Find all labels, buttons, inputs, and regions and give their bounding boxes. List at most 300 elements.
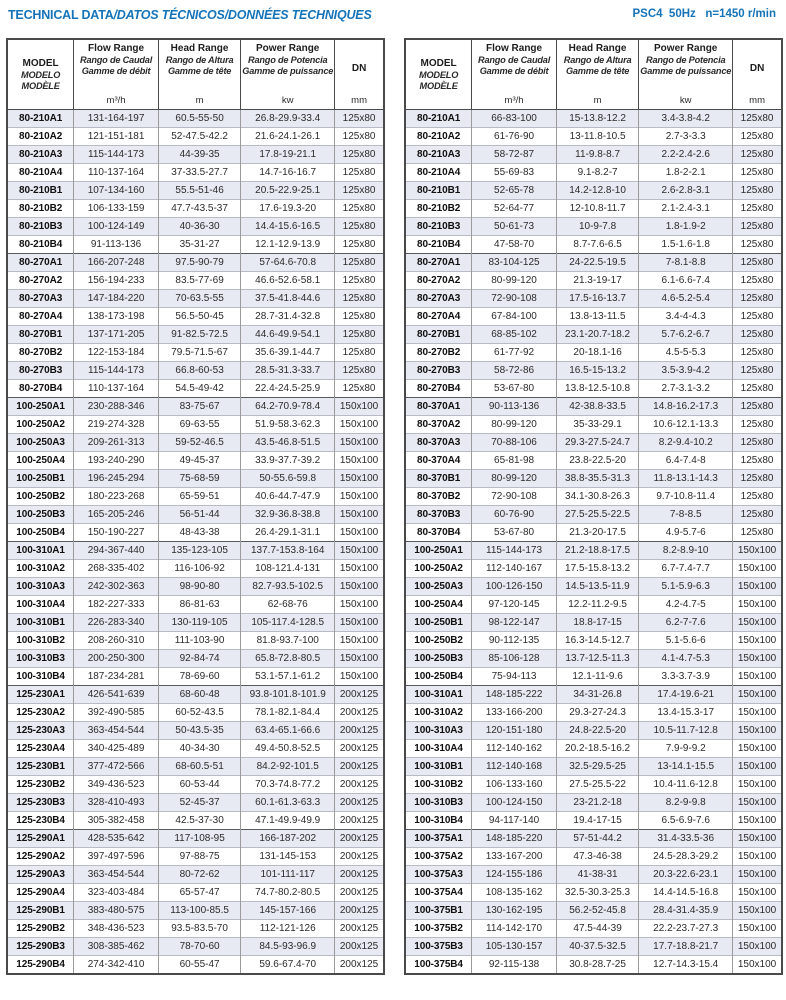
table-body (405, 109, 782, 974)
flow-cell: 112-140-167 (472, 559, 557, 577)
power-cell: 53.1-57.1-61.2 (241, 667, 335, 685)
table-row (405, 667, 782, 685)
table-row (7, 325, 384, 343)
power-cell: 6.2-7-7.6 (639, 613, 733, 631)
flow-cell: 397-497-596 (74, 847, 159, 865)
flow-cell: 138-173-198 (74, 307, 159, 325)
model-cell: 100-310A3 (7, 577, 74, 595)
power-cell: 13.4-15.3-17 (639, 703, 733, 721)
dn-cell: 125x80 (733, 487, 782, 505)
power-cell: 4.6-5.2-5.4 (639, 289, 733, 307)
power-cell: 6.1-6.6-7.4 (639, 271, 733, 289)
flow-cell: 114-142-170 (472, 919, 557, 937)
dn-cell: 200x125 (335, 811, 384, 829)
model-cell: 80-370A1 (405, 397, 472, 415)
table-row (7, 685, 384, 703)
model-cell: 100-250B4 (7, 523, 74, 541)
head-cell: 21.3-19-17 (556, 271, 638, 289)
dn-cell: 150x100 (335, 667, 384, 685)
flow-cell: 108-135-162 (472, 883, 557, 901)
flow-cell: 60-76-90 (472, 505, 557, 523)
model-cell: 80-210A4 (405, 163, 472, 181)
model-cell: 100-250A1 (7, 397, 74, 415)
table-row (405, 379, 782, 397)
head-cell: 23.1-20.7-18.2 (556, 325, 638, 343)
head-cell: 117-108-95 (158, 829, 240, 847)
head-cell: 23-21.2-18 (556, 793, 638, 811)
dn-cell: 150x100 (733, 919, 782, 937)
model-cell: 125-230A4 (7, 739, 74, 757)
model-cell: 125-230B4 (7, 811, 74, 829)
table-row (405, 451, 782, 469)
head-cell: 12.2-11.2-9.5 (556, 595, 638, 613)
table-row (7, 217, 384, 235)
power-cell: 43.5-46.8-51.5 (241, 433, 335, 451)
flow-cell: 98-122-147 (472, 613, 557, 631)
table-row (405, 793, 782, 811)
head-cell: 68-60.5-51 (158, 757, 240, 775)
table-row (405, 487, 782, 505)
table-row (405, 865, 782, 883)
dn-cell: 150x100 (335, 541, 384, 559)
dn-cell: 150x100 (733, 703, 782, 721)
power-cell: 9.7-10.8-11.4 (639, 487, 733, 505)
page-title (8, 8, 372, 22)
power-cell: 21.6-24.1-26.1 (241, 127, 335, 145)
table-row (7, 919, 384, 937)
flow-cell: 65-81-98 (472, 451, 557, 469)
head-cell: 75-68-59 (158, 469, 240, 487)
flow-cell: 115-144-173 (472, 541, 557, 559)
power-cell: 17.8-19-21.1 (241, 145, 335, 163)
flow-cell: 50-61-73 (472, 217, 557, 235)
table-row (405, 145, 782, 163)
power-cell: 28.4-31.4-35.9 (639, 901, 733, 919)
flow-cell: 124-155-186 (472, 865, 557, 883)
table-row (405, 559, 782, 577)
dn-cell: 150x100 (733, 901, 782, 919)
model-cell: 125-230A3 (7, 721, 74, 739)
power-cell: 112-121-126 (241, 919, 335, 937)
flow-cell: 85-106-128 (472, 649, 557, 667)
flow-cell: 68-85-102 (472, 325, 557, 343)
header-dn: DN (351, 62, 367, 74)
flow-cell: 107-134-160 (74, 181, 159, 199)
power-cell: 35.6-39.1-44.7 (241, 343, 335, 361)
model-cell: 80-370B2 (405, 487, 472, 505)
model-cell: 100-310B3 (7, 649, 74, 667)
power-cell: 28.7-31.4-32.8 (241, 307, 335, 325)
flow-cell: 53-67-80 (472, 379, 557, 397)
power-cell: 31.4-33.5-36 (639, 829, 733, 847)
dn-cell: 150x100 (335, 469, 384, 487)
model-cell: 80-210A2 (405, 127, 472, 145)
flow-cell: 80-99-120 (472, 271, 557, 289)
model-cell: 125-230A2 (7, 703, 74, 721)
table-row (7, 343, 384, 361)
table-row (7, 289, 384, 307)
head-cell: 40-37.5-32.5 (556, 937, 638, 955)
model-cell: 80-210B1 (405, 181, 472, 199)
dn-cell: 150x100 (733, 829, 782, 847)
head-cell: 42-38.8-33.5 (556, 397, 638, 415)
dn-cell: 125x80 (733, 505, 782, 523)
model-cell: 80-270B2 (405, 343, 472, 361)
unit-head: m (593, 94, 602, 106)
power-cell: 8.2-9.4-10.2 (639, 433, 733, 451)
table-row (7, 865, 384, 883)
column-header-dn (335, 39, 384, 109)
flow-cell: 72-90-108 (472, 487, 557, 505)
dn-cell: 150x100 (733, 721, 782, 739)
tables-container (0, 38, 786, 975)
flow-cell: 187-234-281 (74, 667, 159, 685)
column-header-flow (74, 39, 159, 109)
model-cell: 125-230A1 (7, 685, 74, 703)
dn-cell: 125x80 (733, 361, 782, 379)
model-cell: 100-250B2 (405, 631, 472, 649)
table-row (7, 415, 384, 433)
dn-cell: 200x125 (335, 793, 384, 811)
head-cell: 44-39-35 (158, 145, 240, 163)
model-cell: 80-370A3 (405, 433, 472, 451)
dn-cell: 125x80 (335, 325, 384, 343)
table-row (7, 361, 384, 379)
model-cell: 80-270A3 (7, 289, 74, 307)
power-cell: 28.5-31.3-33.7 (241, 361, 335, 379)
head-cell: 19.4-17-15 (556, 811, 638, 829)
flow-cell: 196-245-294 (74, 469, 159, 487)
model-cell: 100-250B3 (405, 649, 472, 667)
head-cell: 23.8-22.5-20 (556, 451, 638, 469)
dn-cell: 150x100 (733, 649, 782, 667)
model-cell: 80-370B1 (405, 469, 472, 487)
table-row (405, 217, 782, 235)
head-cell: 11-9.8-8.7 (556, 145, 638, 163)
power-cell: 78.1-82.1-84.4 (241, 703, 335, 721)
model-cell: 80-270A2 (7, 271, 74, 289)
power-cell: 12.1-12.9-13.9 (241, 235, 335, 253)
model-cell: 80-210B3 (7, 217, 74, 235)
head-cell: 47.3-46-38 (556, 847, 638, 865)
model-cell: 100-375A3 (405, 865, 472, 883)
power-cell: 145-157-166 (241, 901, 335, 919)
flow-cell: 66-83-100 (472, 109, 557, 127)
header-model-en: MODEL (420, 57, 457, 69)
dn-cell: 150x100 (733, 613, 782, 631)
power-cell: 5.1-5.6-6 (639, 631, 733, 649)
dn-cell: 150x100 (335, 433, 384, 451)
model-cell: 125-290A3 (7, 865, 74, 883)
dn-cell: 150x100 (335, 559, 384, 577)
header-power-en: Power Range (654, 43, 718, 54)
table-row (7, 757, 384, 775)
power-cell: 74.7-80.2-80.5 (241, 883, 335, 901)
table-row (405, 415, 782, 433)
power-cell: 24.5-28.3-29.2 (639, 847, 733, 865)
table-row (7, 235, 384, 253)
dn-cell: 150x100 (733, 541, 782, 559)
flow-cell: 200-250-300 (74, 649, 159, 667)
model-cell: 100-375A4 (405, 883, 472, 901)
head-cell: 30.8-28.7-25 (556, 955, 638, 974)
flow-cell: 305-382-458 (74, 811, 159, 829)
table-head (405, 39, 782, 109)
table-row (405, 109, 782, 127)
power-cell: 14.4-15.6-16.5 (241, 217, 335, 235)
flow-cell: 428-535-642 (74, 829, 159, 847)
table-row (405, 883, 782, 901)
flow-cell: 383-480-575 (74, 901, 159, 919)
dn-cell: 125x80 (733, 199, 782, 217)
dn-cell: 150x100 (733, 667, 782, 685)
table-body (7, 109, 384, 974)
dn-cell: 125x80 (733, 145, 782, 163)
model-cell: 80-210A2 (7, 127, 74, 145)
dn-cell: 125x80 (733, 235, 782, 253)
model-cell: 80-270A4 (405, 307, 472, 325)
power-cell: 40.6-44.7-47.9 (241, 487, 335, 505)
head-cell: 17.5-16-13.7 (556, 289, 638, 307)
dn-cell: 150x100 (733, 883, 782, 901)
power-cell: 14.8-16.2-17.3 (639, 397, 733, 415)
head-cell: 13-11.8-10.5 (556, 127, 638, 145)
power-cell: 17.7-18.8-21.7 (639, 937, 733, 955)
flow-cell: 363-454-544 (74, 721, 159, 739)
head-cell: 80-72-62 (158, 865, 240, 883)
flow-cell: 294-367-440 (74, 541, 159, 559)
dn-cell: 125x80 (335, 217, 384, 235)
model-cell: 125-230B1 (7, 757, 74, 775)
table-row (405, 703, 782, 721)
dn-cell: 125x80 (733, 181, 782, 199)
flow-cell: 148-185-222 (472, 685, 557, 703)
head-cell: 69-63-55 (158, 415, 240, 433)
power-cell: 166-187-202 (241, 829, 335, 847)
table-row (7, 613, 384, 631)
model-cell: 100-250A4 (7, 451, 74, 469)
dn-cell: 150x100 (733, 865, 782, 883)
head-cell: 116-106-92 (158, 559, 240, 577)
dn-cell: 125x80 (733, 415, 782, 433)
header-model-en: MODEL (22, 57, 59, 69)
head-cell: 37-33.5-27.7 (158, 163, 240, 181)
head-cell: 15-13.8-12.2 (556, 109, 638, 127)
head-cell: 86-81-63 (158, 595, 240, 613)
dn-cell: 125x80 (335, 163, 384, 181)
table-row (7, 595, 384, 613)
power-cell: 62-68-76 (241, 595, 335, 613)
power-cell: 13-14.1-15.5 (639, 757, 733, 775)
model-cell: 80-270B4 (405, 379, 472, 397)
table-row (405, 469, 782, 487)
header-dn: DN (749, 62, 765, 74)
flow-cell: 363-454-544 (74, 865, 159, 883)
flow-cell: 328-410-493 (74, 793, 159, 811)
head-cell: 56-51-44 (158, 505, 240, 523)
flow-cell: 97-120-145 (472, 595, 557, 613)
flow-cell: 90-112-135 (472, 631, 557, 649)
flow-cell: 230-288-346 (74, 397, 159, 415)
dn-cell: 200x125 (335, 703, 384, 721)
model-cell: 80-210A3 (405, 145, 472, 163)
power-cell: 64.2-70.9-78.4 (241, 397, 335, 415)
head-cell: 8.7-7.6-6.5 (556, 235, 638, 253)
model-cell: 100-250B3 (7, 505, 74, 523)
flow-cell: 274-342-410 (74, 955, 159, 974)
power-cell: 22.4-24.5-25.9 (241, 379, 335, 397)
table-row (7, 487, 384, 505)
dn-cell: 125x80 (335, 271, 384, 289)
model-cell: 100-250A3 (405, 577, 472, 595)
flow-cell: 72-90-108 (472, 289, 557, 307)
flow-cell: 100-124-150 (472, 793, 557, 811)
header-head-fr: Gamme de tête (565, 66, 630, 76)
table-row (405, 523, 782, 541)
model-cell: 100-250B4 (405, 667, 472, 685)
head-cell: 38.8-35.5-31.3 (556, 469, 638, 487)
head-cell: 40-36-30 (158, 217, 240, 235)
page-header (0, 0, 786, 34)
dn-cell: 125x80 (733, 271, 782, 289)
dn-cell: 150x100 (335, 397, 384, 415)
power-cell: 2.7-3-3.3 (639, 127, 733, 145)
head-cell: 54.5-49-42 (158, 379, 240, 397)
head-cell: 41-38-31 (556, 865, 638, 883)
table-row (7, 775, 384, 793)
flow-cell: 180-223-268 (74, 487, 159, 505)
power-cell: 14.7-16-16.7 (241, 163, 335, 181)
flow-cell: 58-72-86 (472, 361, 557, 379)
power-cell: 131-145-153 (241, 847, 335, 865)
power-cell: 70.3-74.8-77.2 (241, 775, 335, 793)
flow-cell: 377-472-566 (74, 757, 159, 775)
header-model-es: MODELO (21, 69, 61, 80)
table-row (405, 721, 782, 739)
table-row (7, 379, 384, 397)
column-header-model (405, 39, 472, 109)
technical-data-table-right (404, 38, 783, 975)
dn-cell: 200x125 (335, 865, 384, 883)
flow-cell: 193-240-290 (74, 451, 159, 469)
model-cell: 125-290B2 (7, 919, 74, 937)
header-flow-es: Rango de Caudal (80, 55, 153, 65)
model-cell: 80-210B1 (7, 181, 74, 199)
flow-cell: 226-283-340 (74, 613, 159, 631)
flow-cell: 182-227-333 (74, 595, 159, 613)
flow-cell: 92-115-138 (472, 955, 557, 974)
power-cell: 26.8-29.9-33.4 (241, 109, 335, 127)
table-row (405, 541, 782, 559)
head-cell: 97-88-75 (158, 847, 240, 865)
model-cell: 80-270B3 (405, 361, 472, 379)
dn-cell: 200x125 (335, 901, 384, 919)
table-row (7, 505, 384, 523)
header-power-en: Power Range (256, 43, 320, 54)
unit-dn: mm (351, 94, 367, 106)
flow-cell: 120-151-180 (472, 721, 557, 739)
power-cell: 93.8-101.8-101.9 (241, 685, 335, 703)
head-cell: 13.8-13-11.5 (556, 307, 638, 325)
dn-cell: 125x80 (335, 307, 384, 325)
power-cell: 108-121.4-131 (241, 559, 335, 577)
header-power-es: Rango de Potencia (646, 55, 726, 65)
table-row (7, 883, 384, 901)
model-cell: 80-270B3 (7, 361, 74, 379)
head-cell: 60-53-44 (158, 775, 240, 793)
dn-cell: 200x125 (335, 685, 384, 703)
dn-cell: 150x100 (335, 523, 384, 541)
page-title-translations: /DATOS TÉCNICOS/DONNÉES TECHNIQUES (113, 8, 372, 22)
power-cell: 5.7-6.2-6.7 (639, 325, 733, 343)
unit-power: kw (679, 94, 692, 106)
model-cell: 80-270A2 (405, 271, 472, 289)
dn-cell: 150x100 (733, 739, 782, 757)
model-cell: 100-375B1 (405, 901, 472, 919)
table-row (405, 181, 782, 199)
flow-cell: 121-151-181 (74, 127, 159, 145)
model-cell: 100-310B4 (405, 811, 472, 829)
flow-cell: 106-133-159 (74, 199, 159, 217)
power-cell: 51.9-58.3-62.3 (241, 415, 335, 433)
power-cell: 46.6-52.6-58.1 (241, 271, 335, 289)
power-cell: 4.2-4.7-5 (639, 595, 733, 613)
table-row (7, 109, 384, 127)
power-cell: 101-111-117 (241, 865, 335, 883)
power-cell: 84.5-93-96.9 (241, 937, 335, 955)
table-row (7, 181, 384, 199)
unit-dn: mm (749, 94, 765, 106)
table-row (405, 433, 782, 451)
model-cell: 100-375B2 (405, 919, 472, 937)
flow-cell: 80-99-120 (472, 469, 557, 487)
model-cell: 80-210A3 (7, 145, 74, 163)
dn-cell: 125x80 (335, 145, 384, 163)
head-cell: 49-45-37 (158, 451, 240, 469)
model-cell: 80-270B1 (405, 325, 472, 343)
column-header-power (639, 39, 733, 109)
table-row (7, 901, 384, 919)
pump-series-spec: PSC4 50Hz n=1450 r/min (632, 8, 776, 20)
header-power-fr: Gamme de puissance (640, 66, 732, 76)
dn-cell: 150x100 (733, 757, 782, 775)
dn-cell: 200x125 (335, 739, 384, 757)
head-cell: 21.2-18.8-17.5 (556, 541, 638, 559)
model-cell: 100-310A4 (7, 595, 74, 613)
head-cell: 56.2-52-45.8 (556, 901, 638, 919)
table-head (7, 39, 384, 109)
unit-flow: m³/h (106, 94, 126, 106)
head-cell: 12-10.8-11.7 (556, 199, 638, 217)
head-cell: 78-70-60 (158, 937, 240, 955)
dn-cell: 150x100 (335, 487, 384, 505)
flow-cell: 90-113-136 (472, 397, 557, 415)
table-row (405, 127, 782, 145)
flow-cell: 392-490-585 (74, 703, 159, 721)
model-cell: 80-210B2 (405, 199, 472, 217)
dn-cell: 200x125 (335, 955, 384, 974)
table-row (7, 937, 384, 955)
flow-cell: 83-104-125 (472, 253, 557, 271)
model-cell: 80-270A1 (7, 253, 74, 271)
power-cell: 60.1-61.3-63.3 (241, 793, 335, 811)
table-row (7, 541, 384, 559)
power-cell: 7.9-9-9.2 (639, 739, 733, 757)
model-cell: 100-310A1 (405, 685, 472, 703)
power-cell: 10.6-12.1-13.3 (639, 415, 733, 433)
flow-cell: 55-69-83 (472, 163, 557, 181)
head-cell: 130-119-105 (158, 613, 240, 631)
